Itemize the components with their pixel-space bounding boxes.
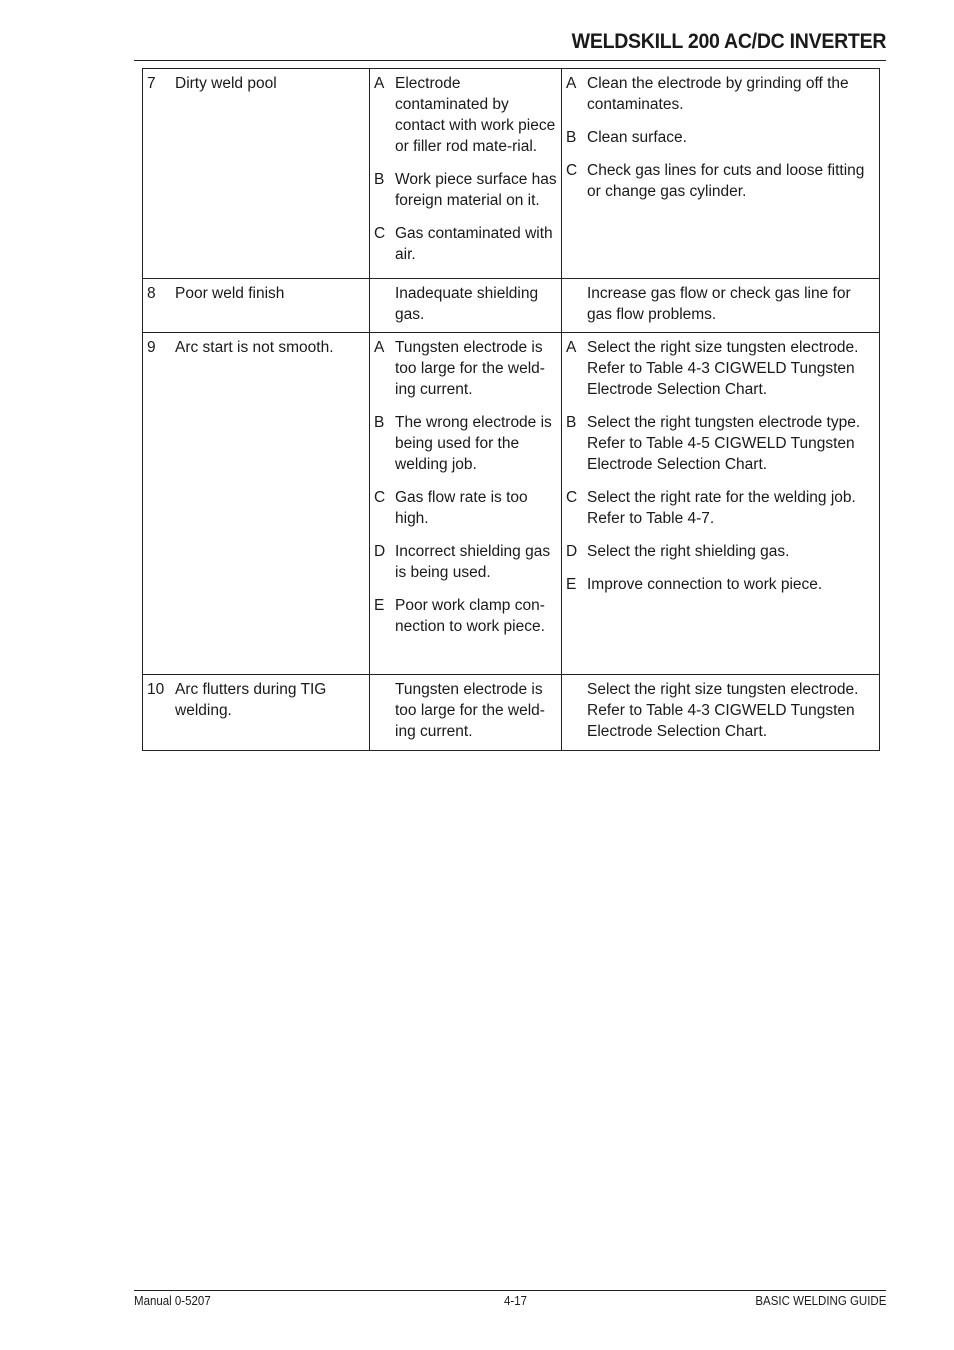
remedy-item-text: Select the right size tungsten electrode. Refer to Table 4-3 CIGWELD Tungsten Electrode Selection Chart. (587, 339, 859, 398)
remedy-item-letter: B (566, 129, 577, 146)
cause-item (370, 337, 561, 400)
remedy-item (562, 487, 879, 529)
cause-item-letter: A (374, 75, 385, 92)
cause-item-text: Tungsten electrode is too large for the weld-ing current. (395, 681, 545, 740)
footer-manual-number: Manual 0-5207 (134, 1294, 211, 1308)
remedy-item-letter: D (566, 543, 578, 560)
problem-description: Arc flutters during TIG welding. (175, 681, 327, 719)
remedy-item-letter: A (566, 75, 577, 92)
cause-item (370, 73, 561, 157)
remedy-item-letter (562, 679, 587, 742)
header-divider (134, 60, 886, 61)
cause-item (370, 412, 561, 475)
remedy-item-text: Improve connection to work piece. (587, 576, 823, 593)
remedy-item (562, 73, 879, 115)
remedy-item-text: Select the right shielding gas. (587, 543, 790, 560)
cause-item-text: Electrode contaminated by contact with work piece or filler rod mate-rial. (395, 75, 556, 155)
remedy-cell (562, 69, 879, 278)
cause-item (370, 487, 561, 529)
remedy-item-text: Select the right rate for the welding job. Refer to Table 4-7. (587, 489, 856, 527)
remedy-item-text: Check gas lines for cuts and loose fitting or change gas cylinder. (587, 162, 865, 200)
cause-item (370, 169, 561, 211)
remedy-item-text: Clean the electrode by grinding off the contaminates. (587, 75, 849, 113)
cause-item (370, 595, 561, 637)
cause-item (370, 283, 561, 325)
cause-item-text: Incorrect shielding gas is being used. (395, 543, 551, 581)
table-row (143, 674, 879, 750)
cause-item-letter: D (374, 543, 386, 560)
cause-item-text: Gas contaminated with air. (395, 225, 553, 263)
cause-item-letter: E (374, 597, 385, 614)
footer-divider (134, 1290, 886, 1291)
remedy-item (562, 337, 879, 400)
remedy-cell (562, 279, 879, 332)
problem-number: 9 (147, 339, 156, 356)
cause-item-text: Inadequate shielding gas. (395, 285, 539, 323)
problem-number: 8 (147, 285, 156, 302)
cause-item (370, 541, 561, 583)
cause-item-text: The wrong electrode is being used for the welding job. (395, 414, 552, 473)
cause-cell (370, 333, 562, 674)
cause-item (370, 679, 561, 742)
problem-cell (143, 675, 370, 750)
cause-item (370, 223, 561, 265)
troubleshooting-table (142, 68, 880, 751)
remedy-item-letter: E (566, 576, 577, 593)
remedy-item-letter: C (566, 162, 578, 179)
remedy-item (562, 679, 879, 742)
remedy-item-text: Select the right size tungsten electrode. Refer to Table 4-3 CIGWELD Tungsten Electrode Selection Chart. (587, 681, 859, 740)
remedy-item (562, 160, 879, 202)
page-header-title: WELDSKILL 200 AC/DC INVERTER (571, 30, 886, 53)
remedy-item-letter: B (566, 414, 577, 431)
cause-item-text: Work piece surface has foreign material on it. (395, 171, 557, 209)
cause-cell (370, 675, 562, 750)
remedy-item-text: Increase gas flow or check gas line for gas flow problems. (587, 285, 851, 323)
cause-item-letter (370, 679, 395, 742)
cause-item-letter: A (374, 339, 385, 356)
remedy-item-letter: A (566, 339, 577, 356)
cause-item-letter: B (374, 171, 385, 188)
cause-item-text: Tungsten electrode is too large for the weld-ing current. (395, 339, 545, 398)
cause-cell (370, 69, 562, 278)
remedy-cell (562, 675, 879, 750)
remedy-cell (562, 333, 879, 674)
remedy-item (562, 127, 879, 148)
cause-cell (370, 279, 562, 332)
problem-description: Dirty weld pool (175, 75, 277, 92)
problem-cell (143, 279, 370, 332)
remedy-item (562, 283, 879, 325)
footer-page-number: 4-17 (504, 1294, 528, 1308)
table-row (143, 332, 879, 674)
footer-section-name: BASIC WELDING GUIDE (755, 1294, 886, 1308)
problem-number: 7 (147, 75, 156, 92)
table-row (143, 278, 879, 332)
problem-description: Poor weld finish (175, 285, 285, 302)
remedy-item (562, 574, 879, 595)
remedy-item-text: Clean surface. (587, 129, 687, 146)
remedy-item (562, 541, 879, 562)
remedy-item-letter: C (566, 489, 578, 506)
problem-cell (143, 333, 370, 674)
remedy-item-letter (562, 283, 587, 325)
problem-cell (143, 69, 370, 278)
cause-item-text: Poor work clamp con-nection to work piece. (395, 597, 545, 635)
cause-item-text: Gas flow rate is too high. (395, 489, 528, 527)
remedy-item-text: Select the right tungsten electrode type. Refer to Table 4-5 CIGWELD Tungsten Electrode Selection Chart. (587, 414, 861, 473)
cause-item-letter: C (374, 489, 386, 506)
table-row (143, 69, 879, 278)
remedy-item (562, 412, 879, 475)
cause-item-letter: B (374, 414, 385, 431)
problem-number: 10 (147, 681, 165, 698)
cause-item-letter: C (374, 225, 386, 242)
problem-description: Arc start is not smooth. (175, 339, 334, 356)
cause-item-letter (370, 283, 395, 325)
